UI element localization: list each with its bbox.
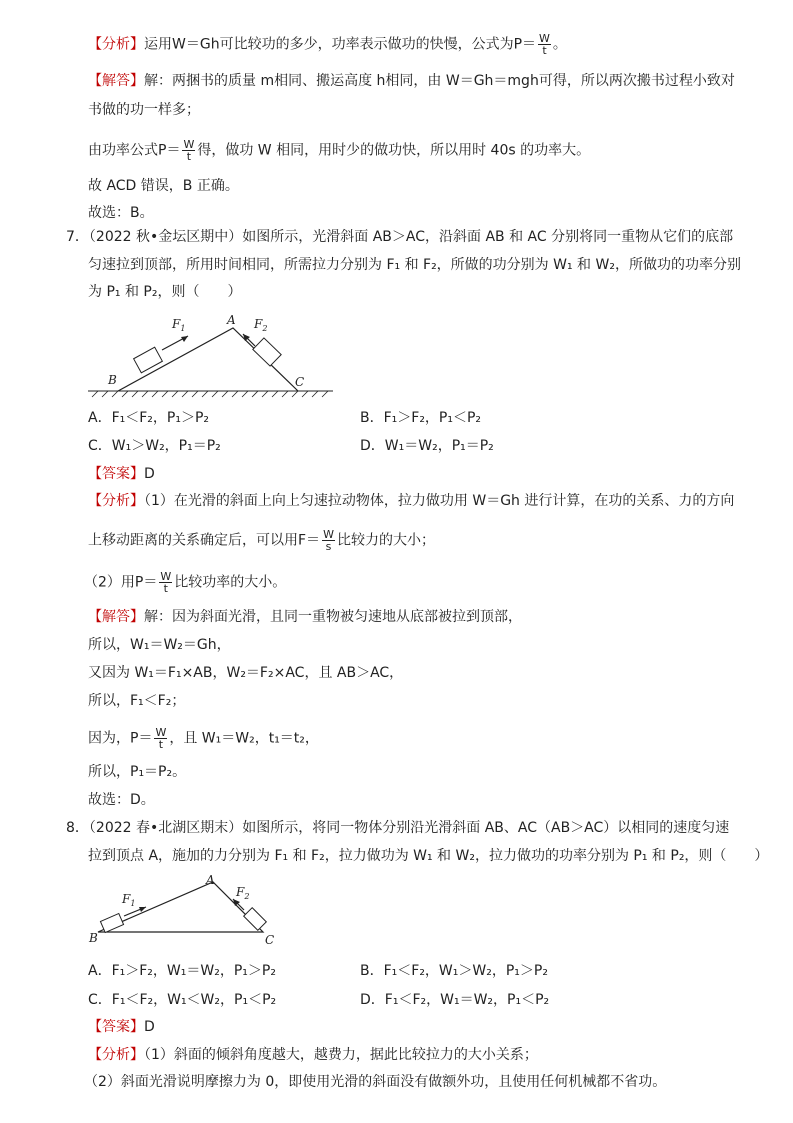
power-fraction bbox=[154, 727, 167, 750]
analysis-line-1 bbox=[88, 1046, 538, 1064]
label-b: B bbox=[108, 373, 117, 387]
solution-line-6: 所以，P₁＝P₂。 bbox=[88, 764, 187, 780]
label-a: A bbox=[227, 313, 236, 327]
label-a: A bbox=[206, 873, 215, 887]
question-7-line-2: 匀速拉到顶部，所用时间相同，所需拉力分别为 F₁ 和 F₂，所做的功分别为 W₁ 和 W₂，所做功的功率分别 bbox=[88, 257, 741, 273]
force-fraction bbox=[322, 529, 335, 552]
analysis-text: （1）斜面的倾斜角度越大，越费力，据此比较拉力的大小关系； bbox=[144, 1047, 538, 1063]
fraction-numerator: W bbox=[539, 32, 550, 45]
question-8 bbox=[66, 819, 729, 837]
block-right bbox=[253, 338, 281, 366]
analysis-line-2 bbox=[88, 529, 435, 552]
analysis-line-3 bbox=[84, 571, 286, 594]
incline-figure-8 bbox=[88, 872, 288, 950]
power-fraction bbox=[182, 139, 195, 162]
question-number: 7． bbox=[66, 229, 89, 245]
solution-line-2: 所以，W₁＝W₂＝Gh， bbox=[88, 637, 231, 653]
power-fraction bbox=[538, 33, 551, 56]
fraction-denominator: t bbox=[163, 582, 168, 595]
question-7-line-3: 为 P₁ 和 P₂，则（ ） bbox=[88, 284, 242, 300]
formula-lhs: P＝ bbox=[134, 574, 158, 591]
label-c: C bbox=[295, 375, 305, 389]
solution-line-1 bbox=[88, 72, 735, 90]
formula-lhs: P＝ bbox=[158, 142, 181, 159]
ground-hatching bbox=[92, 391, 328, 397]
answer-line bbox=[88, 1018, 155, 1036]
analysis-text: （1）在光滑的斜面上向上匀速拉动物体，拉力做功用 W＝Gh 进行计算，在功的关系、力的方向 bbox=[144, 493, 735, 509]
fraction-numerator: W bbox=[323, 528, 334, 541]
label-b: B bbox=[89, 931, 98, 945]
answer-tag: 【答案】 bbox=[88, 466, 144, 482]
question-text: （2022 秋•金坛区期中）如图所示，光滑斜面 AB＞AC，沿斜面 AB 和 AC 分别将同一重物从它们的底部 bbox=[88, 229, 734, 245]
option-d: D．F₁＜F₂，W₁＝W₂，P₁＜P₂ bbox=[360, 992, 550, 1008]
solution-tag: 【解答】 bbox=[88, 73, 144, 89]
analysis-text: （2）用 bbox=[84, 574, 135, 591]
analysis-tag: 【分析】 bbox=[88, 1047, 144, 1063]
block-left bbox=[100, 914, 123, 933]
formula-lhs: P＝ bbox=[513, 36, 537, 53]
fraction-numerator: W bbox=[155, 726, 167, 739]
solution-text: 得，做功 W 相同，用时少的做功快，所以用时 40s 的功率大。 bbox=[197, 142, 591, 159]
answer-choice-line: 故选：B。 bbox=[88, 205, 154, 221]
analysis-text: 比较力的大小； bbox=[336, 532, 435, 549]
fraction-denominator: t bbox=[542, 44, 547, 57]
solution-line-7: 故选：D。 bbox=[88, 792, 155, 808]
analysis-text: 上移动距离的关系确定后，可以用 bbox=[88, 532, 298, 549]
fraction-numerator: W bbox=[160, 570, 172, 583]
answer-value: D bbox=[144, 1019, 155, 1035]
question-7 bbox=[66, 228, 733, 246]
fraction-denominator: t bbox=[186, 150, 192, 163]
answer-value: D bbox=[144, 466, 155, 482]
solution-text: 由功率公式 bbox=[88, 142, 158, 159]
label-f2: $F_2$ bbox=[254, 317, 268, 333]
option-c: C．W₁＞W₂，P₁＝P₂ bbox=[88, 438, 221, 454]
option-d: D．W₁＝W₂，P₁＝P₂ bbox=[360, 438, 494, 454]
solution-line-2: 书做的功一样多； bbox=[88, 102, 200, 118]
solution-line-4: 故 ACD 错误，B 正确。 bbox=[88, 178, 239, 194]
option-a: A．F₁＞F₂，W₁＝W₂，P₁＞P₂ bbox=[88, 963, 276, 979]
label-f1: $F_1$ bbox=[122, 892, 136, 908]
option-c: C．F₁＜F₂，W₁＜W₂，P₁＜P₂ bbox=[88, 992, 277, 1008]
question-text: （2022 春•北湖区期末）如图所示，将同一物体分别沿光滑斜面 AB、AC（AB＞AC）以相同的速度匀速 bbox=[88, 820, 730, 836]
solution-line-3 bbox=[88, 139, 590, 162]
analysis-text: 运用W＝Gh可比较功的多少，功率表示做功的快慢，公式为 bbox=[144, 36, 514, 53]
solution-text: ，且 W₁＝W₂，t₁＝t₂， bbox=[169, 730, 319, 747]
solution-line-1 bbox=[88, 608, 522, 626]
option-a: A．F₁＜F₂，P₁＞P₂ bbox=[88, 410, 210, 426]
analysis-line-2: （2）斜面光滑说明摩擦力为 0，即使用光滑的斜面没有做额外功，且使用任何机械都不省功。 bbox=[84, 1074, 667, 1090]
analysis-line-1 bbox=[88, 492, 734, 510]
label-c: C bbox=[265, 933, 275, 947]
analysis-tag: 【分析】 bbox=[88, 493, 144, 509]
answer-tag: 【答案】 bbox=[88, 1019, 144, 1035]
period: 。 bbox=[552, 36, 567, 53]
label-f2: $F_2$ bbox=[236, 885, 250, 901]
analysis-tag: 【分析】 bbox=[88, 36, 144, 53]
solution-line-3: 又因为 W₁＝F₁×AB，W₂＝F₂×AC，且 AB＞AC， bbox=[88, 665, 404, 681]
power-fraction bbox=[159, 571, 172, 594]
solution-tag: 【解答】 bbox=[88, 609, 144, 625]
question-8-line-2: 拉到顶点 A，施加的力分别为 F₁ 和 F₂，拉力做功为 W₁ 和 W₂，拉力做功的功率分别为 P₁ 和 P₂，则（ ） bbox=[88, 848, 769, 864]
analysis-text: 比较功率的大小。 bbox=[174, 574, 287, 591]
solution-text: 解：两捆书的质量 m相同、搬运高度 h相同，由 W＝Gh＝mgh可得，所以两次搬书过程小致对 bbox=[144, 73, 735, 89]
formula-lhs: P＝ bbox=[130, 730, 153, 747]
solution-line-4: 所以，F₁＜F₂； bbox=[88, 693, 186, 709]
option-b: B．F₁＞F₂，P₁＜P₂ bbox=[360, 410, 482, 426]
solution-line-5 bbox=[88, 727, 319, 750]
option-b: B．F₁＜F₂，W₁＞W₂，P₁＞P₂ bbox=[360, 963, 548, 979]
fraction-denominator: t bbox=[158, 738, 164, 751]
formula-lhs: F＝ bbox=[298, 532, 321, 549]
solution-text: 因为， bbox=[88, 730, 130, 747]
solution-text: 解：因为斜面光滑，且同一重物被匀速地从底部被拉到顶部， bbox=[144, 609, 522, 625]
incline-figure-7 bbox=[88, 306, 348, 401]
question-number: 8． bbox=[66, 820, 89, 836]
fraction-denominator: s bbox=[325, 540, 332, 553]
label-f1: $F_1$ bbox=[172, 317, 186, 333]
block-right bbox=[244, 908, 267, 931]
fraction-numerator: W bbox=[183, 138, 195, 151]
analysis-line bbox=[88, 33, 567, 56]
answer-line bbox=[88, 465, 155, 483]
